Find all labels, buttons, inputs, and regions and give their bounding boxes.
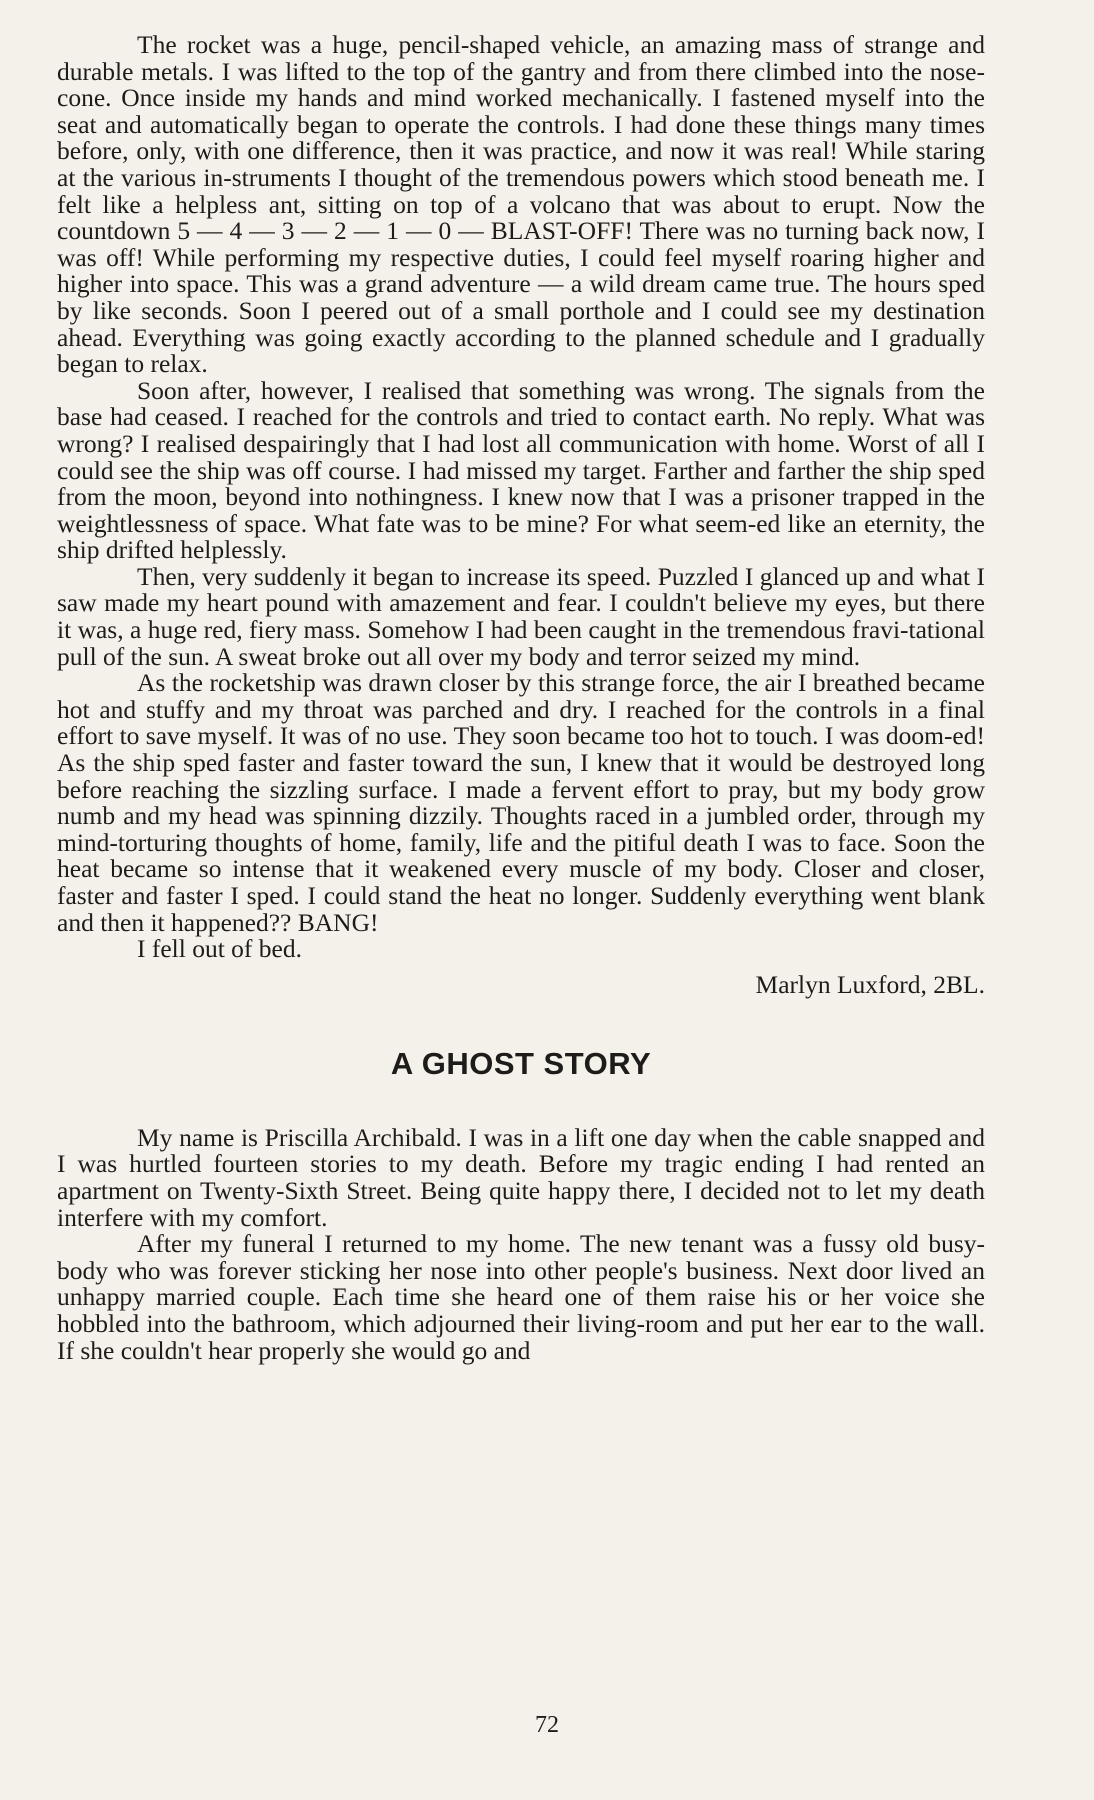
story-ghost — [57, 1122, 985, 1365]
story-paragraph: As the rocketship was drawn closer by this strange force, the air I breathed became hot and stuffy and my throat was parched and dry. I reached for the controls in a final effort to save myself. It was of no use. They soon became too hot to touch. I was doom-ed! As the ship sped faster and faster toward the sun, I knew that it would be destroyed long before reaching the sizzling surface. I made a fervent effort to pray, but my body grow numb and my head was spinning dizzily. Thoughts raced in a jumbled order, through my mind-torturing thoughts of home, family, life and the pitiful death I was to face. Soon the heat became so intense that it weakened every muscle of my body. Closer and closer, faster and faster I sped. I could stand the heat no longer. Suddenly everything went blank and then it happened?? BANG! — [57, 668, 985, 937]
story-paragraph: After my funeral I returned to my home. The new tenant was a fussy old busy-body who was forever sticking her nose into other people's business. Next door lived an unhappy married couple. Each time she heard one of them raise his or her voice she hobbled into the bathroom, which adjourned their living-room and put her ear to the wall. If she couldn't hear properly she would go and — [57, 1229, 985, 1365]
page-number: 72 — [535, 1712, 559, 1738]
story-paragraph: I fell out of bed. — [137, 934, 302, 964]
author-byline: Marlyn Luxford, 2BL. — [755, 969, 985, 999]
story-paragraph: The rocket was a huge, pencil-shaped vehicle, an amazing mass of strange and durable metals. I was lifted to the top of the gantry and from there climbed into the nose-cone. Once inside my hands and mind worked mechanically. I fastened myself into the seat and automatically began to operate the controls. I had done these things many times before, only, with one difference, then it was practice, and now it was real! While staring at the various in-struments I thought of the tremendous powers which stood beneath me. I felt like a helpless ant, sitting on top of a volcano that was about to erupt. Now the countdown 5 — 4 — 3 — 2 — 1 — 0 — BLAST-OFF! There was no turning back now, I was off! While performing my respective duties, I could feel myself roaring higher and higher into space. This was a grand adventure — a wild dream came true. The hours sped by like seconds. Soon I peered out of a small porthole and I could see my destination ahead. Everything was going exactly according to the planned schedule and I gradually began to relax. — [57, 30, 985, 379]
story-paragraph: Then, very suddenly it began to increase its speed. Puzzled I glanced up and what I saw made my heart pound with amazement and fear. I couldn't believe my eyes, but there it was, a huge red, fiery mass. Somehow I had been caught in the tremendous fravi-tational pull of the sun. A sweat broke out all over my body and terror seized my mind. — [57, 561, 985, 671]
story-rocket — [57, 32, 985, 999]
story-paragraph: My name is Priscilla Archibald. I was in a lift one day when the cable snapped and I was hurtled fourteen stories to my death. Before my tragic ending I had rented an apartment on Twenty-Sixth Street. Being quite happy there, I decided not to let my death interfere with my comfort. — [57, 1122, 985, 1232]
story-title: A GHOST STORY — [390, 1045, 652, 1081]
story-paragraph: Soon after, however, I realised that something was wrong. The signals from the base had ceased. I reached for the controls and tried to contact earth. No reply. What was wrong? I realised despairingly that I had lost all communication with home. Worst of all I could see the ship was off course. I had missed my target. Farther and farther the ship sped from the moon, beyond into nothingness. I knew now that I was a prisoner trapped in the weightlessness of space. What fate was to be mine? For what seem-ed like an eternity, the ship drifted helplessly. — [57, 375, 985, 565]
document-page — [57, 32, 985, 1768]
